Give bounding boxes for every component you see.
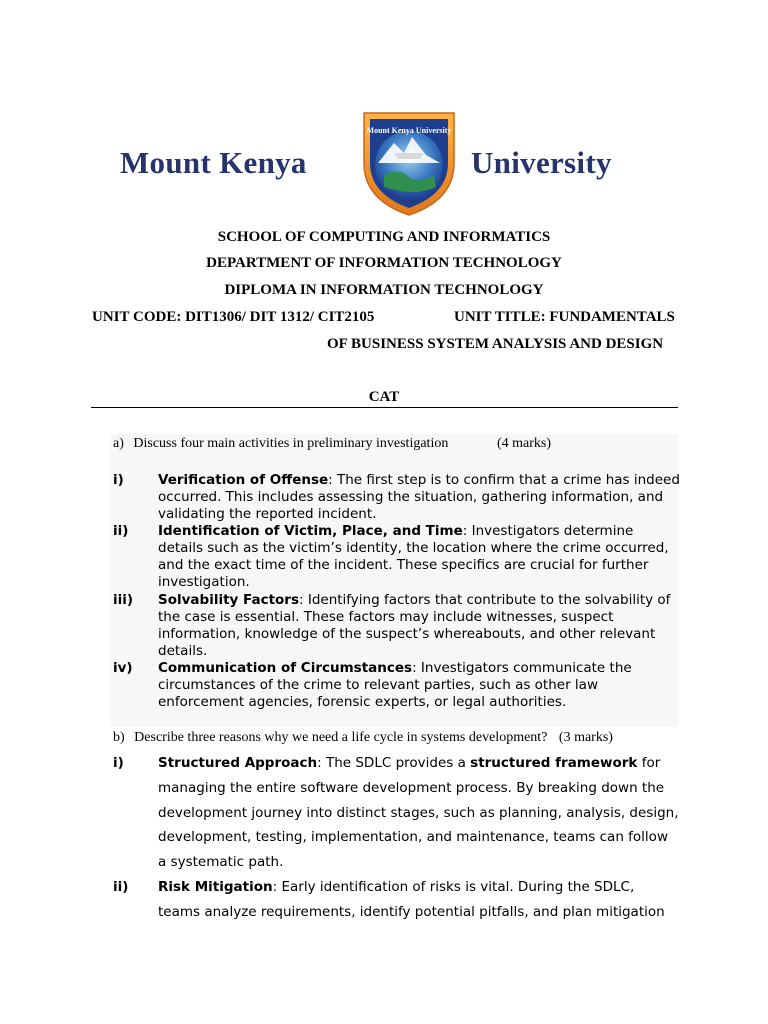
list-item-title: Communication of Circumstances [158, 660, 413, 676]
department-title: DEPARTMENT OF INFORMATION TECHNOLOGY [206, 255, 562, 271]
list-item-text: : Early identification of risks is vital. During the SDLC, teams analyze requirements, identify potential pitfalls, and plan mitigation [158, 879, 665, 920]
school-title: SCHOOL OF COMPUTING AND INFORMATICS [217, 229, 551, 245]
list-item-number: i) [113, 755, 124, 771]
list-item-title: Structured Approach [158, 755, 318, 771]
question-text: Describe three reasons why we need a life cycle in systems development? [134, 730, 548, 745]
question-marks: (4 marks) [497, 436, 552, 451]
question-a [113, 436, 552, 452]
question-b [113, 730, 613, 746]
title-divider [91, 407, 678, 408]
list-item-number: iii) [113, 592, 134, 608]
list-item-number: i) [113, 472, 124, 488]
brand-name-left: Mount Kenya [120, 145, 307, 180]
question-label: b) [113, 730, 125, 745]
university-logo-banner [0, 105, 768, 220]
assessment-title: CAT [368, 389, 400, 405]
brand-name-right: University [471, 145, 612, 180]
question-label: a) [113, 436, 124, 451]
crest-text: Mount Kenya University [366, 126, 452, 135]
list-item-title: Identification of Victim, Place, and Time [158, 523, 463, 539]
list-item-text: : Identifying factors that contribute to the solvability of the case is essential. These factors may include witnesses, suspect information, knowledge of the suspect’s whereabouts, and other relevant details. [158, 592, 671, 659]
list-item-text: : The SDLC provides a [317, 755, 471, 771]
programme-title: DIPLOMA IN INFORMATION TECHNOLOGY [224, 282, 544, 298]
list-item-emphasis: structured framework [470, 755, 638, 771]
list-item-number: iv) [113, 660, 133, 676]
list-item-title: Verification of Offense [158, 472, 329, 488]
list-item-title: Solvability Factors [158, 592, 299, 608]
question-marks: (3 marks) [558, 730, 613, 745]
list-item-text: for managing the entire software development process. By breaking down the development journey into distinct stages, such as planning, analysis, design, development, testing, implementation, and maintenance, teams can follow a systematic path. [158, 755, 679, 871]
unit-code: UNIT CODE: DIT1306/ DIT 1312/ CIT2105 [92, 309, 375, 325]
list-item-text: : Investigators determine details such as the victim’s identity, the location where the crime occurred, and the exact time of the incident. These specifics are crucial for further investigation. [158, 523, 669, 590]
question-text: Discuss four main activities in preliminary investigation [133, 436, 449, 451]
university-crest-logo [354, 105, 464, 217]
unit-title-line1: UNIT TITLE: FUNDAMENTALS [454, 309, 675, 325]
list-item-title: Risk Mitigation [158, 879, 273, 895]
unit-title-line2: OF BUSINESS SYSTEM ANALYSIS AND DESIGN [327, 336, 664, 352]
list-item-text: : Investigators communicate the circumstances of the crime to relevant parties, such as other law enforcement agencies, forensic experts, or legal authorities. [158, 660, 632, 710]
list-item-text: : The first step is to confirm that a crime has indeed occurred. This includes assessing the situation, gathering information, and validating the reported incident. [158, 472, 680, 522]
list-item-number: ii) [113, 879, 129, 895]
list-item-number: ii) [113, 523, 129, 539]
